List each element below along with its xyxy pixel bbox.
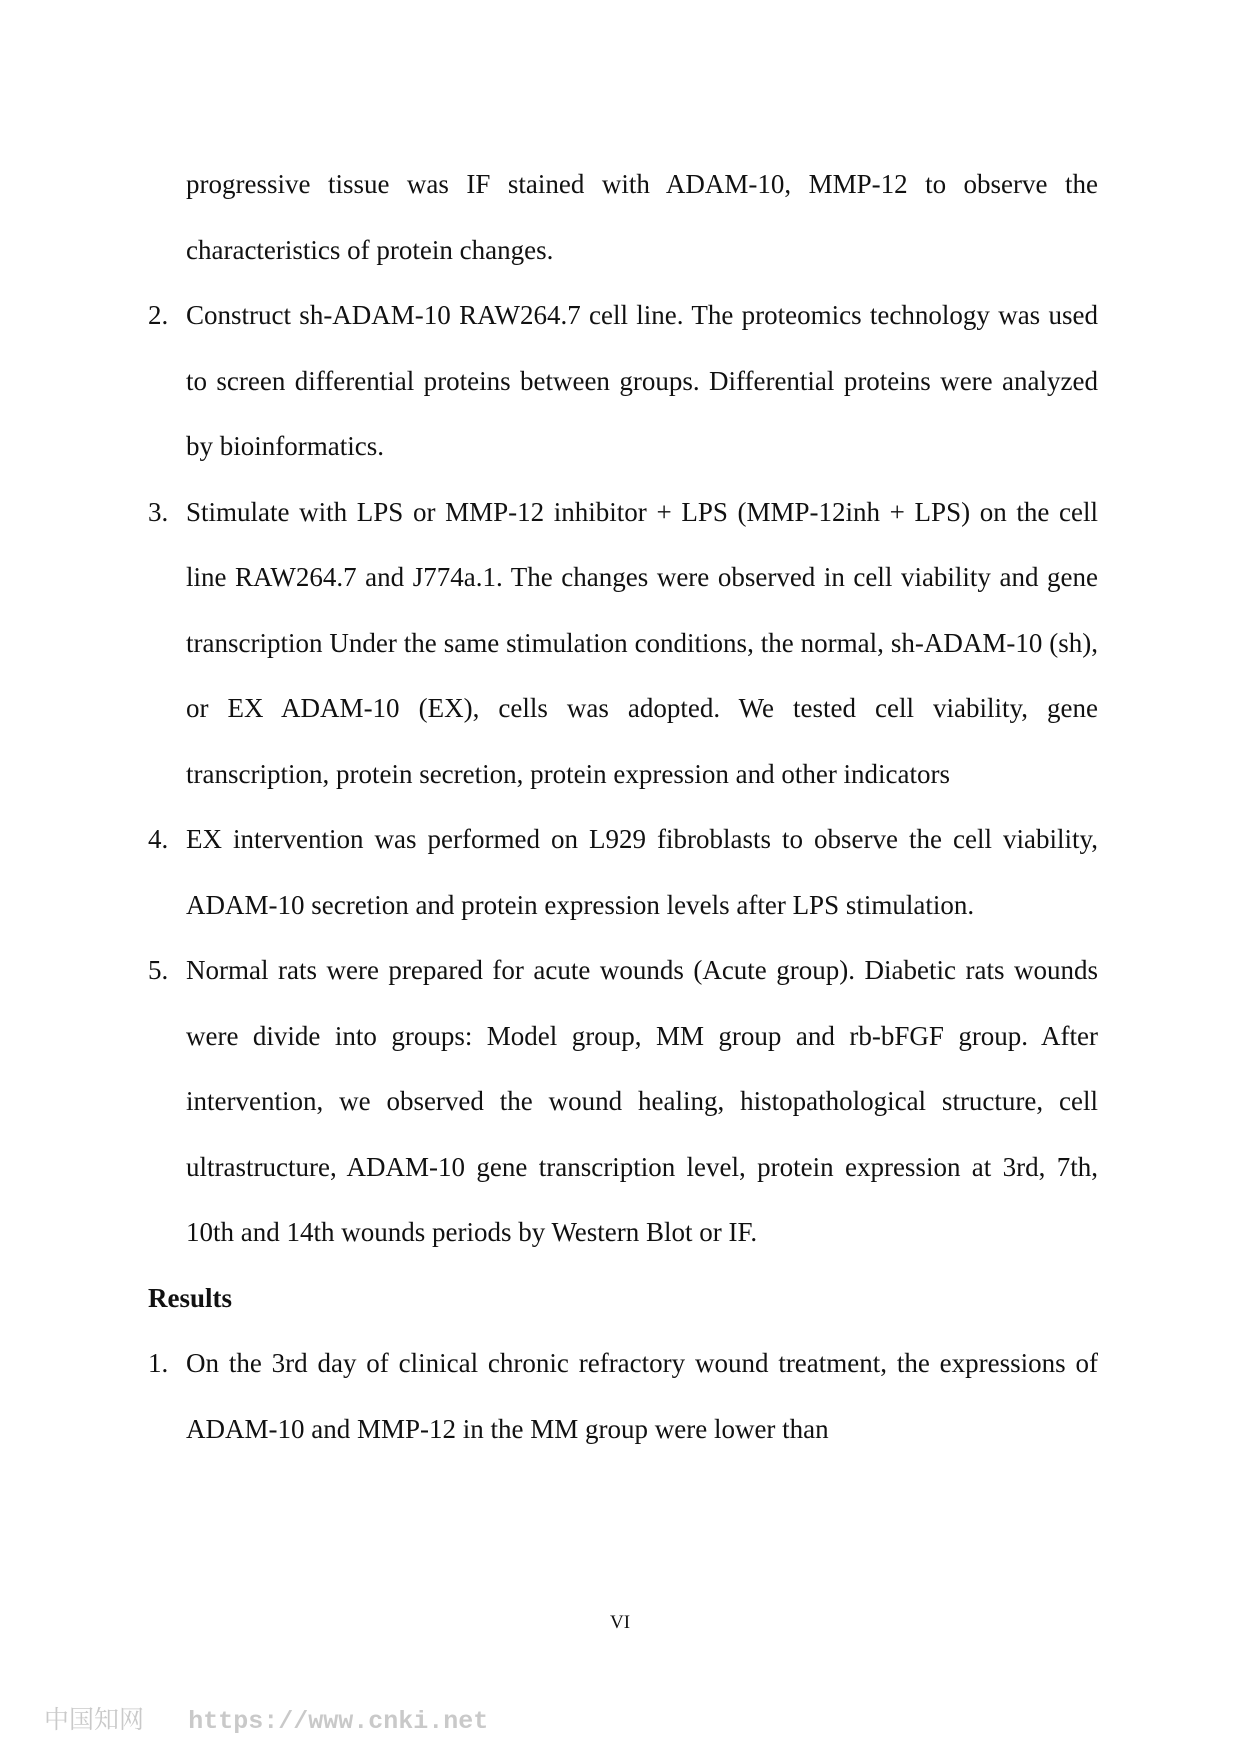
methods-item-4 bbox=[148, 807, 1098, 938]
cnki-watermark bbox=[44, 1700, 488, 1736]
item-text: Normal rats were prepared for acute wounds (Acute group). Diabetic rats wounds were divide into groups: Model group, MM group and rb-bFGF group. After intervention, we observed the wound healing, histopathological structure, cell ultrastructure, ADAM-10 gene transcription level, protein expression at 3rd, 7th, 10th and 14th wounds periods by Western Blot or IF. bbox=[186, 955, 1098, 1247]
item-number: 3. bbox=[148, 496, 169, 527]
results-item-1 bbox=[148, 1331, 1098, 1462]
item-text: On the 3rd day of clinical chronic refractory wound treatment, the expressions of ADAM-10 and MMP-12 in the MM group were lower than bbox=[186, 1348, 1098, 1444]
methods-item-3 bbox=[148, 480, 1098, 808]
continuation-paragraph: progressive tissue was IF stained with ADAM-10, MMP-12 to observe the characteristics of protein changes. bbox=[186, 169, 1098, 265]
item-text: EX intervention was performed on L929 fibroblasts to observe the cell viability, ADAM-10 secretion and protein expression levels after LPS stimulation. bbox=[186, 824, 1098, 920]
item-text: Stimulate with LPS or MMP-12 inhibitor + LPS (MMP-12inh + LPS) on the cell line RAW264.7 and J774a.1. The changes were observed in cell viability and gene transcription Under the same stimulation conditions, the normal, sh-ADAM-10 (sh), or EX ADAM-10 (EX), cells was adopted. We tested cell viability, gene transcription, protein secretion, protein expression and other indicators bbox=[186, 496, 1098, 789]
document-body bbox=[148, 152, 1098, 1462]
item-number: 1. bbox=[148, 1348, 169, 1378]
page-number: VI bbox=[609, 1612, 631, 1633]
watermark-url: https://www.cnki.net bbox=[188, 1707, 489, 1736]
item-number: 5. bbox=[148, 955, 169, 985]
item-text: Construct sh-ADAM-10 RAW264.7 cell line. The proteomics technology was used to screen differential proteins between groups. Differential proteins were analyzed by bioinformatics. bbox=[186, 300, 1098, 461]
results-heading: Results bbox=[148, 1282, 233, 1313]
item-number: 2. bbox=[148, 300, 169, 330]
methods-item-5 bbox=[148, 938, 1098, 1266]
methods-item-2 bbox=[148, 283, 1098, 480]
item-number: 4. bbox=[148, 824, 169, 854]
watermark-cn-text: 中国知网 bbox=[44, 1705, 145, 1734]
